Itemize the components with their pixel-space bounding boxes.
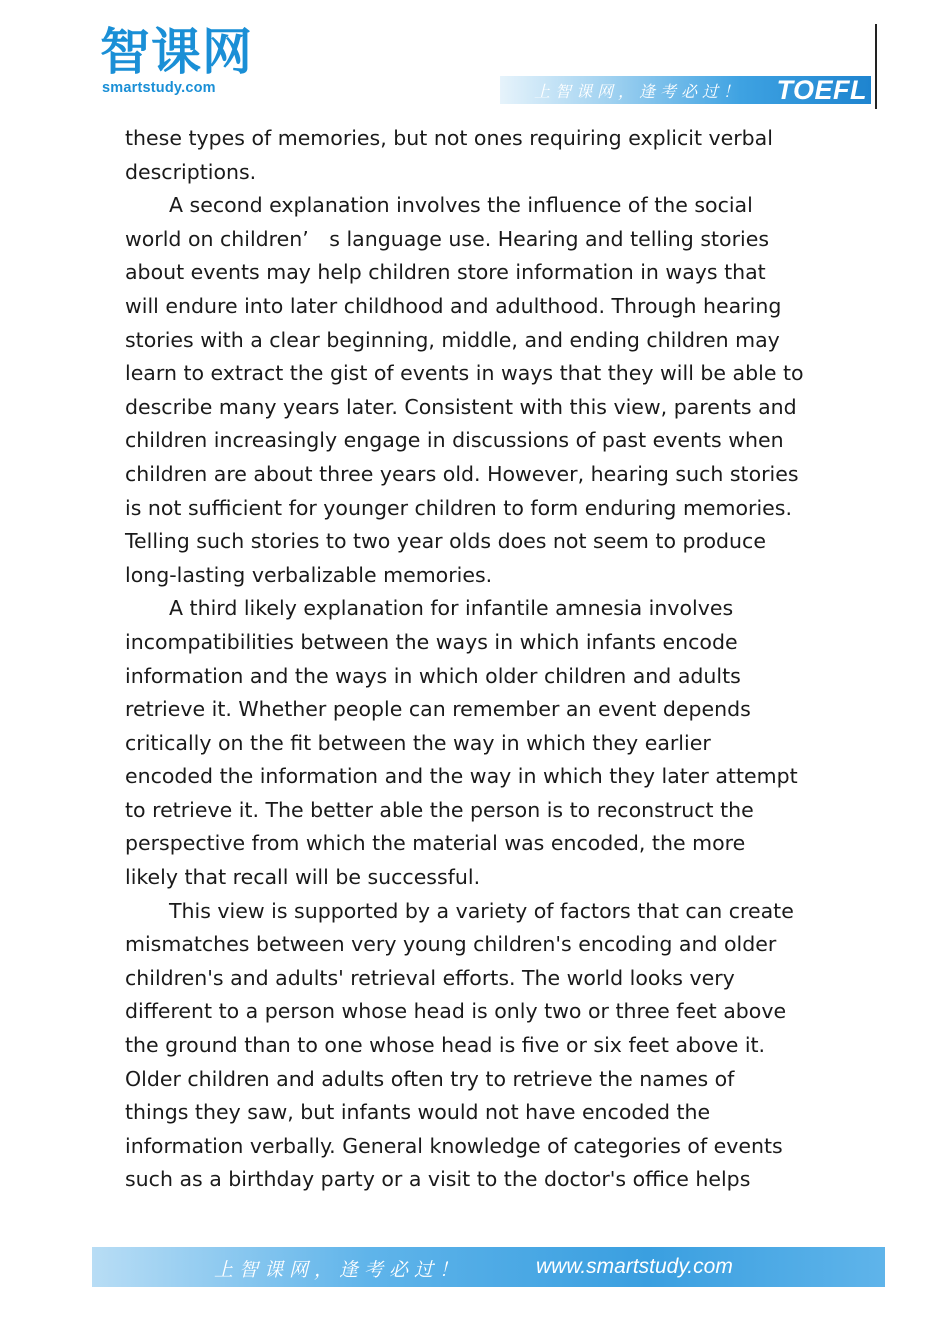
header-divider <box>875 24 877 109</box>
paragraph-3: A third likely explanation for infantile amnesia involves incompatibilities between the ways in which infants encode information and the ways in which older children and adults retrieve it. Whether people can remember an event depends critically on the fit between the way in which they earlier encoded the information and the way in which they later attempt to retrieve it. The better able the person is to reconstruct the perspective from which the material was encoded, the more likely that recall will be successful. <box>125 596 798 890</box>
footer-banner <box>92 1247 885 1287</box>
paragraph-4: This view is supported by a variety of factors that can create mismatches between very young children's encoding and older children's and adults' retrieval efforts. The world looks very different to a person whose head is only two or three feet above the ground than to one whose head is five or six feet above it. Older children and adults often try to retrieve the names of things they saw, but infants would not have encoded the information verbally. General knowledge of categories of events such as a birthday party or a visit to the doctor's office helps <box>125 898 794 1192</box>
exam-tag: TOEFL <box>776 75 867 105</box>
footer-url-link[interactable]: www.smartstudy.com <box>536 1255 733 1278</box>
site-logo[interactable] <box>100 24 268 100</box>
paragraph-2: A second explanation involves the influence of the social world on children’ s language use. Hearing and telling stories about events may help children store information in ways that will endure into later childhood and adulthood. Through hearing stories with a clear beginning, middle, and ending children may learn to extract the gist of events in ways that they will be able to describe many years later. Consistent with this view, parents and children increasingly engage in discussions of past events when children are about three years old. However, hearing such stories is not sufficient for younger children to form enduring memories. Telling such stories to two year olds does not seem to produce long-lasting verbalizable memories. <box>125 193 804 587</box>
header-slogan: 上智课网，逢考必过！ <box>534 82 745 101</box>
paragraph-1: these types of memories, but not ones requiring explicit verbal descriptions. <box>125 126 773 184</box>
footer-slogan: 上智课网，逢考必过！ <box>214 1259 465 1281</box>
logo-wordmark: 智课网 <box>100 23 253 81</box>
logo-url: smartstudy.com <box>102 80 216 96</box>
header-banner <box>500 76 871 104</box>
article-body <box>125 122 845 1197</box>
